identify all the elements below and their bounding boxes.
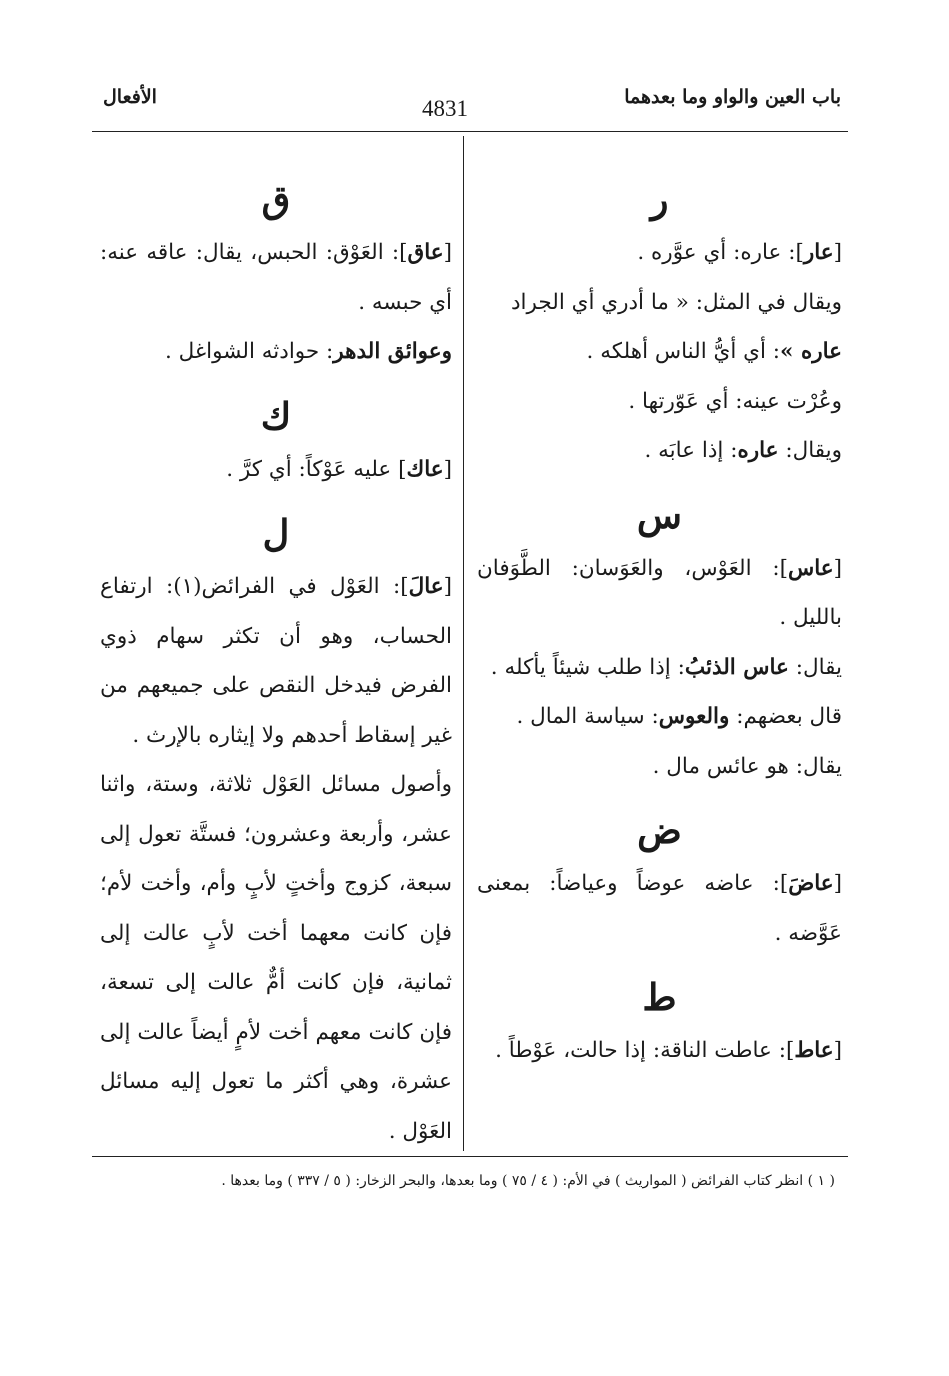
entry-aws: قال بعضهم: والعوس: سياسة المال . bbox=[516, 704, 842, 729]
entry-aal: [عالَ]: العَوْل في الفرائض(١): ارتفاع الحساب، وهو أن تكثر سهام ذوي الفرض فيدخل النقص على جميعهم من غير إسقاط أحدهم ولا إيثاره بالإرث . bbox=[100, 574, 452, 748]
entry-aad: [عاضَ]: عاضه عوضاً وعياضاً: بمعنى عَوَّضه . bbox=[477, 871, 842, 946]
lemma: عاضَ bbox=[788, 871, 834, 896]
lemma: عالَ bbox=[408, 574, 444, 599]
entry-aak: [عاك] عليه عَوْكاً: أي كرَّ . bbox=[226, 456, 452, 482]
letter-heading-ta: ط bbox=[642, 975, 677, 1019]
lemma: عاس الذئبُ bbox=[684, 654, 789, 680]
entry-aar-proverb: ويقال في المثل: « ما أدري أي الجراد bbox=[510, 289, 842, 315]
letter-heading-sin: س bbox=[636, 492, 683, 537]
right-column bbox=[477, 170, 842, 1076]
running-header-chapter: باب العين والواو وما بعدهما bbox=[624, 86, 841, 108]
footnote: ( ١ ) انظر كتاب الفرائض ( المواريث ) في الأم: ( ٤ / ٧٥ ) وما بعدها، والبحر الزخار: ( ٥ / ٣٣٧ ) وما بعدها . bbox=[221, 1173, 835, 1189]
lemma: عاره bbox=[737, 438, 779, 463]
header-rule bbox=[92, 131, 848, 132]
page-number: 4831 bbox=[422, 96, 468, 121]
lemma: وعوائق الدهر bbox=[333, 339, 452, 364]
entry-awaiq: وعوائق الدهر: حوادثه الشواغل . bbox=[164, 339, 452, 364]
running-header-section: الأفعال bbox=[103, 86, 157, 108]
entry-aarahu: ويقال: عاره: إذا عابَه . bbox=[644, 438, 842, 463]
entry-aat: [عاط]: عاطت الناقة: إذا حالت، عَوْطاً . bbox=[495, 1038, 842, 1063]
lemma: عاط bbox=[794, 1038, 834, 1063]
entry-aais: يقال: هو عائس مال . bbox=[652, 753, 842, 779]
letter-heading-qaf: ق bbox=[261, 177, 291, 221]
lemma: عاق bbox=[407, 240, 444, 265]
entry-urt: وعُرْت عينه: أي عَوّرتها . bbox=[628, 388, 842, 414]
letter-heading-lam: ل bbox=[262, 511, 290, 555]
lemma: عاس bbox=[787, 555, 834, 581]
footnote-rule bbox=[92, 1156, 848, 1157]
entry-aar: [عار]: عاره: أي عوَّره . bbox=[637, 240, 842, 265]
left-column bbox=[100, 170, 452, 1156]
lemma: عار bbox=[803, 240, 834, 265]
letter-heading-ra: ر bbox=[650, 177, 669, 221]
letter-heading-dad: ض bbox=[637, 808, 682, 852]
lemma: عاك bbox=[406, 456, 444, 482]
entry-awl-origins: وأصول مسائل العَوْل ثلاثة، وستة، واثنا عشر، وأربعة وعشرون؛ فستَّة تعول إلى سبعة، كزوج وأختٍ لأبٍ وأم، وأخت لأم؛ فإن كانت معهما أخت لأبٍ عالت إلى ثمانية، فإن كانت أمٌّ عالت إلى تسعة، فإن كانت معهم أخت لأمٍ أيضاً عالت إلى عشرة، وهي أكثر ما تعول إليه مسائل العَوْل . bbox=[100, 772, 452, 1144]
entry-aaq: [عاق]: العَوْق: الحبس، يقال: عاقه عنه: أي حبسه . bbox=[100, 240, 452, 315]
lemma: والعوس bbox=[658, 704, 730, 729]
column-divider bbox=[463, 136, 464, 1151]
letter-heading-kaf: ك bbox=[260, 393, 292, 438]
entry-aar-proverb-cont: عاره »: أي أيُّ الناس أهلكه . bbox=[586, 339, 842, 364]
lemma: عاره » bbox=[780, 339, 842, 364]
entry-aas: [عاس]: العَوْس، والعَوَسان: الطَّوَفان بالليل . bbox=[477, 555, 842, 630]
entry-aas-wolf: يقال: عاس الذئبُ: إذا طلب شيئاً يأكله . bbox=[490, 654, 842, 680]
